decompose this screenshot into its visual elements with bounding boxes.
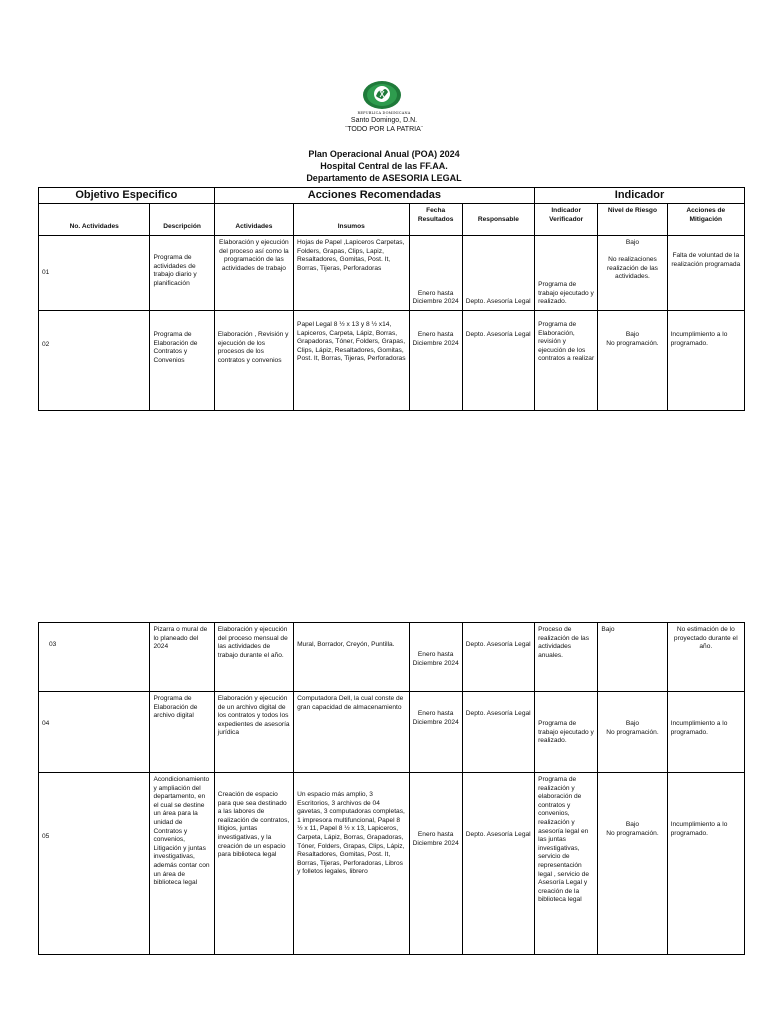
cell-fecha: Enero hasta Diciembre 2024 — [409, 692, 462, 773]
column-header-row — [39, 204, 745, 236]
group-header-indicador: Indicador — [535, 188, 745, 204]
cell-riesgo: Bajo No programación. — [598, 773, 667, 955]
cell-indicador: Programa de trabajo ejecutado y realizado. — [535, 692, 598, 773]
table-row — [39, 311, 745, 411]
cell-mitigacion: Falta de voluntad de la realización programada — [667, 236, 744, 311]
cell-fecha: Enero hasta Diciembre 2024 — [409, 236, 462, 311]
cell-insumos: Computadora Dell, la cual conste de gran capacidad de almacenamiento — [294, 692, 409, 773]
col-header-indicador-verificador: Indicador Verificador — [535, 204, 598, 236]
cell-actividades: Elaboración y ejecución del proceso así como la programación de las actividades de trabajo — [214, 236, 293, 311]
header-motto: ¨TODO POR LA PATRIA¨ — [344, 126, 424, 133]
cell-mitigacion: No estimación de lo proyectado durante el año. — [667, 623, 744, 692]
hospital-name: Hospital Central de las FF.AA. — [320, 161, 448, 171]
cell-riesgo: Bajo No programación. — [598, 692, 667, 773]
cell-mitigacion: Incumplimiento a lo programado. — [667, 311, 744, 411]
cell-no: 02 — [39, 311, 150, 411]
cell-descripcion: Programa de Elaboración de Contratos y Convenios — [150, 311, 214, 411]
col-header-mitigacion: Acciones de Mitigación — [667, 204, 744, 236]
cell-actividades: Elaboración y ejecución de un archivo digital de los contratos y todos los expedientes de asesoría jurídica — [214, 692, 293, 773]
cell-fecha: Enero hasta Diciembre 2024 — [409, 311, 462, 411]
cell-actividades: Creación de espacio para que sea destinado a las labores de realización de contratos, litigios, juntas investigativas, y la creación de un espacio para biblioteca legal — [214, 773, 293, 955]
cell-indicador: Programa de trabajo ejecutado y realizado. — [535, 236, 598, 311]
col-header-actividades: Actividades — [214, 204, 293, 236]
cell-responsable: Depto. Asesoría Legal — [462, 311, 534, 411]
cell-no: 01 — [39, 236, 150, 311]
cell-descripcion: Programa de Elaboración de archivo digital — [150, 692, 214, 773]
cell-responsable: Depto. Asesoría Legal — [462, 692, 534, 773]
cell-actividades: Elaboración y ejecución del proceso mensual de las actividades de trabajo durante el año. — [214, 623, 293, 692]
cell-indicador: Programa de Elaboración, revisión y ejecución de los contratos a realizar — [535, 311, 598, 411]
col-header-fecha: Fecha Resultados — [409, 204, 462, 236]
cell-descripcion: Programa de actividades de trabajo diario y planificación — [150, 236, 214, 311]
cell-insumos: Un espacio más amplio, 3 Escritorios, 3 archivos de 04 gavetas, 3 computadoras completas, 1 impresora multifuncional, Papel 8 ½ x 11, Papel 8 ½ x 13, Lapiceros, Carpeta, Lápiz, Borras, Grapadoras, Tóner, Folders, Grapas, Clips, Lápiz, Resaltadores, Gomitas, Post. It, Borras, Tijeras, Perforadoras, Libros y folletos legales, librero — [294, 773, 409, 955]
cell-responsable: Depto. Asesoría Legal — [462, 773, 534, 955]
cell-mitigacion: Incumplimiento a lo programado. — [667, 773, 744, 955]
cell-insumos: Mural, Borrador, Creyón, Puntilla. — [294, 623, 409, 692]
header-city: Santo Domingo, D.N. — [350, 117, 418, 124]
poa-table-page-2 — [38, 622, 745, 955]
cell-insumos: Hojas de Papel ,Lapiceros Carpetas, Folders, Grapas, Clips, Lapiz, Resaltadores, Gomitas, Post. It, Borras, Tijeras, Perforadoras — [294, 236, 409, 311]
cell-responsable: Depto. Asesoría Legal — [462, 236, 534, 311]
col-header-insumos: Insumos — [294, 204, 409, 236]
cell-fecha: Enero hasta Diciembre 2024 — [409, 623, 462, 692]
table-row — [39, 236, 745, 311]
cell-indicador: Proceso de realización de las actividades anuales. — [535, 623, 598, 692]
cell-no: 04 — [39, 692, 150, 773]
group-header-acciones: Acciones Recomendadas — [214, 188, 534, 204]
department-name: Departamento de ASESORIA LEGAL — [306, 173, 462, 183]
cell-actividades: Elaboración , Revisión y ejecución de los procesos de los contratos y convenios — [214, 311, 293, 411]
cell-responsable: Depto. Asesoría Legal — [462, 623, 534, 692]
document-title: Plan Operacional Anual (POA) 2024 — [308, 149, 460, 159]
armed-forces-seal-icon — [361, 80, 403, 112]
col-header-no: No. Actividades — [39, 204, 150, 236]
group-header-objetivo: Objetivo Especifico — [39, 188, 215, 204]
table-row — [39, 623, 745, 692]
cell-insumos: Papel Legal 8 ½ x 13 y 8 ½ x14, Lapiceros, Carpeta, Lápiz, Borras, Grapadoras, Tóner, Folders, Grapas, Clips, Lápiz, Resaltadores, Gomitas, Post. It, Borras, Tijeras, Perforadoras — [294, 311, 409, 411]
cell-riesgo: Bajo No realizaciones realización de las actividades. — [598, 236, 667, 311]
cell-descripcion: Pizarra o mural de lo planeado del 2024 — [150, 623, 214, 692]
table-row — [39, 692, 745, 773]
cell-descripcion: Acondicionamiento y ampliación del departamento, en el cual se destine un área para la unidad de Contratos y convenios, Litigación y juntas investigativas, además contar con un área de biblioteca legal — [150, 773, 214, 955]
cell-riesgo: Bajo No programación. — [598, 311, 667, 411]
cell-riesgo: Bajo — [598, 623, 667, 692]
cell-fecha: Enero hasta Diciembre 2024 — [409, 773, 462, 955]
cell-no: 05 — [39, 773, 150, 955]
cell-indicador: Programa de realización y elaboración de contratos y convenios, realización y asesoría legal en las juntas investigativas, servicio de representación legal , servicio de Asesoría Legal y creación de la biblioteca legal — [535, 773, 598, 955]
cell-mitigacion: Incumplimiento a lo programado. — [667, 692, 744, 773]
seal-caption: REPUBLICA DOMINICANA — [357, 111, 411, 115]
col-header-responsable: Responsable — [462, 204, 534, 236]
poa-table-page-1 — [38, 187, 745, 411]
col-header-nivel-riesgo: Nivel de Riesgo — [598, 204, 667, 236]
table-row — [39, 773, 745, 955]
cell-no: 03 — [39, 623, 150, 692]
col-header-descripcion: Descripción — [150, 204, 214, 236]
